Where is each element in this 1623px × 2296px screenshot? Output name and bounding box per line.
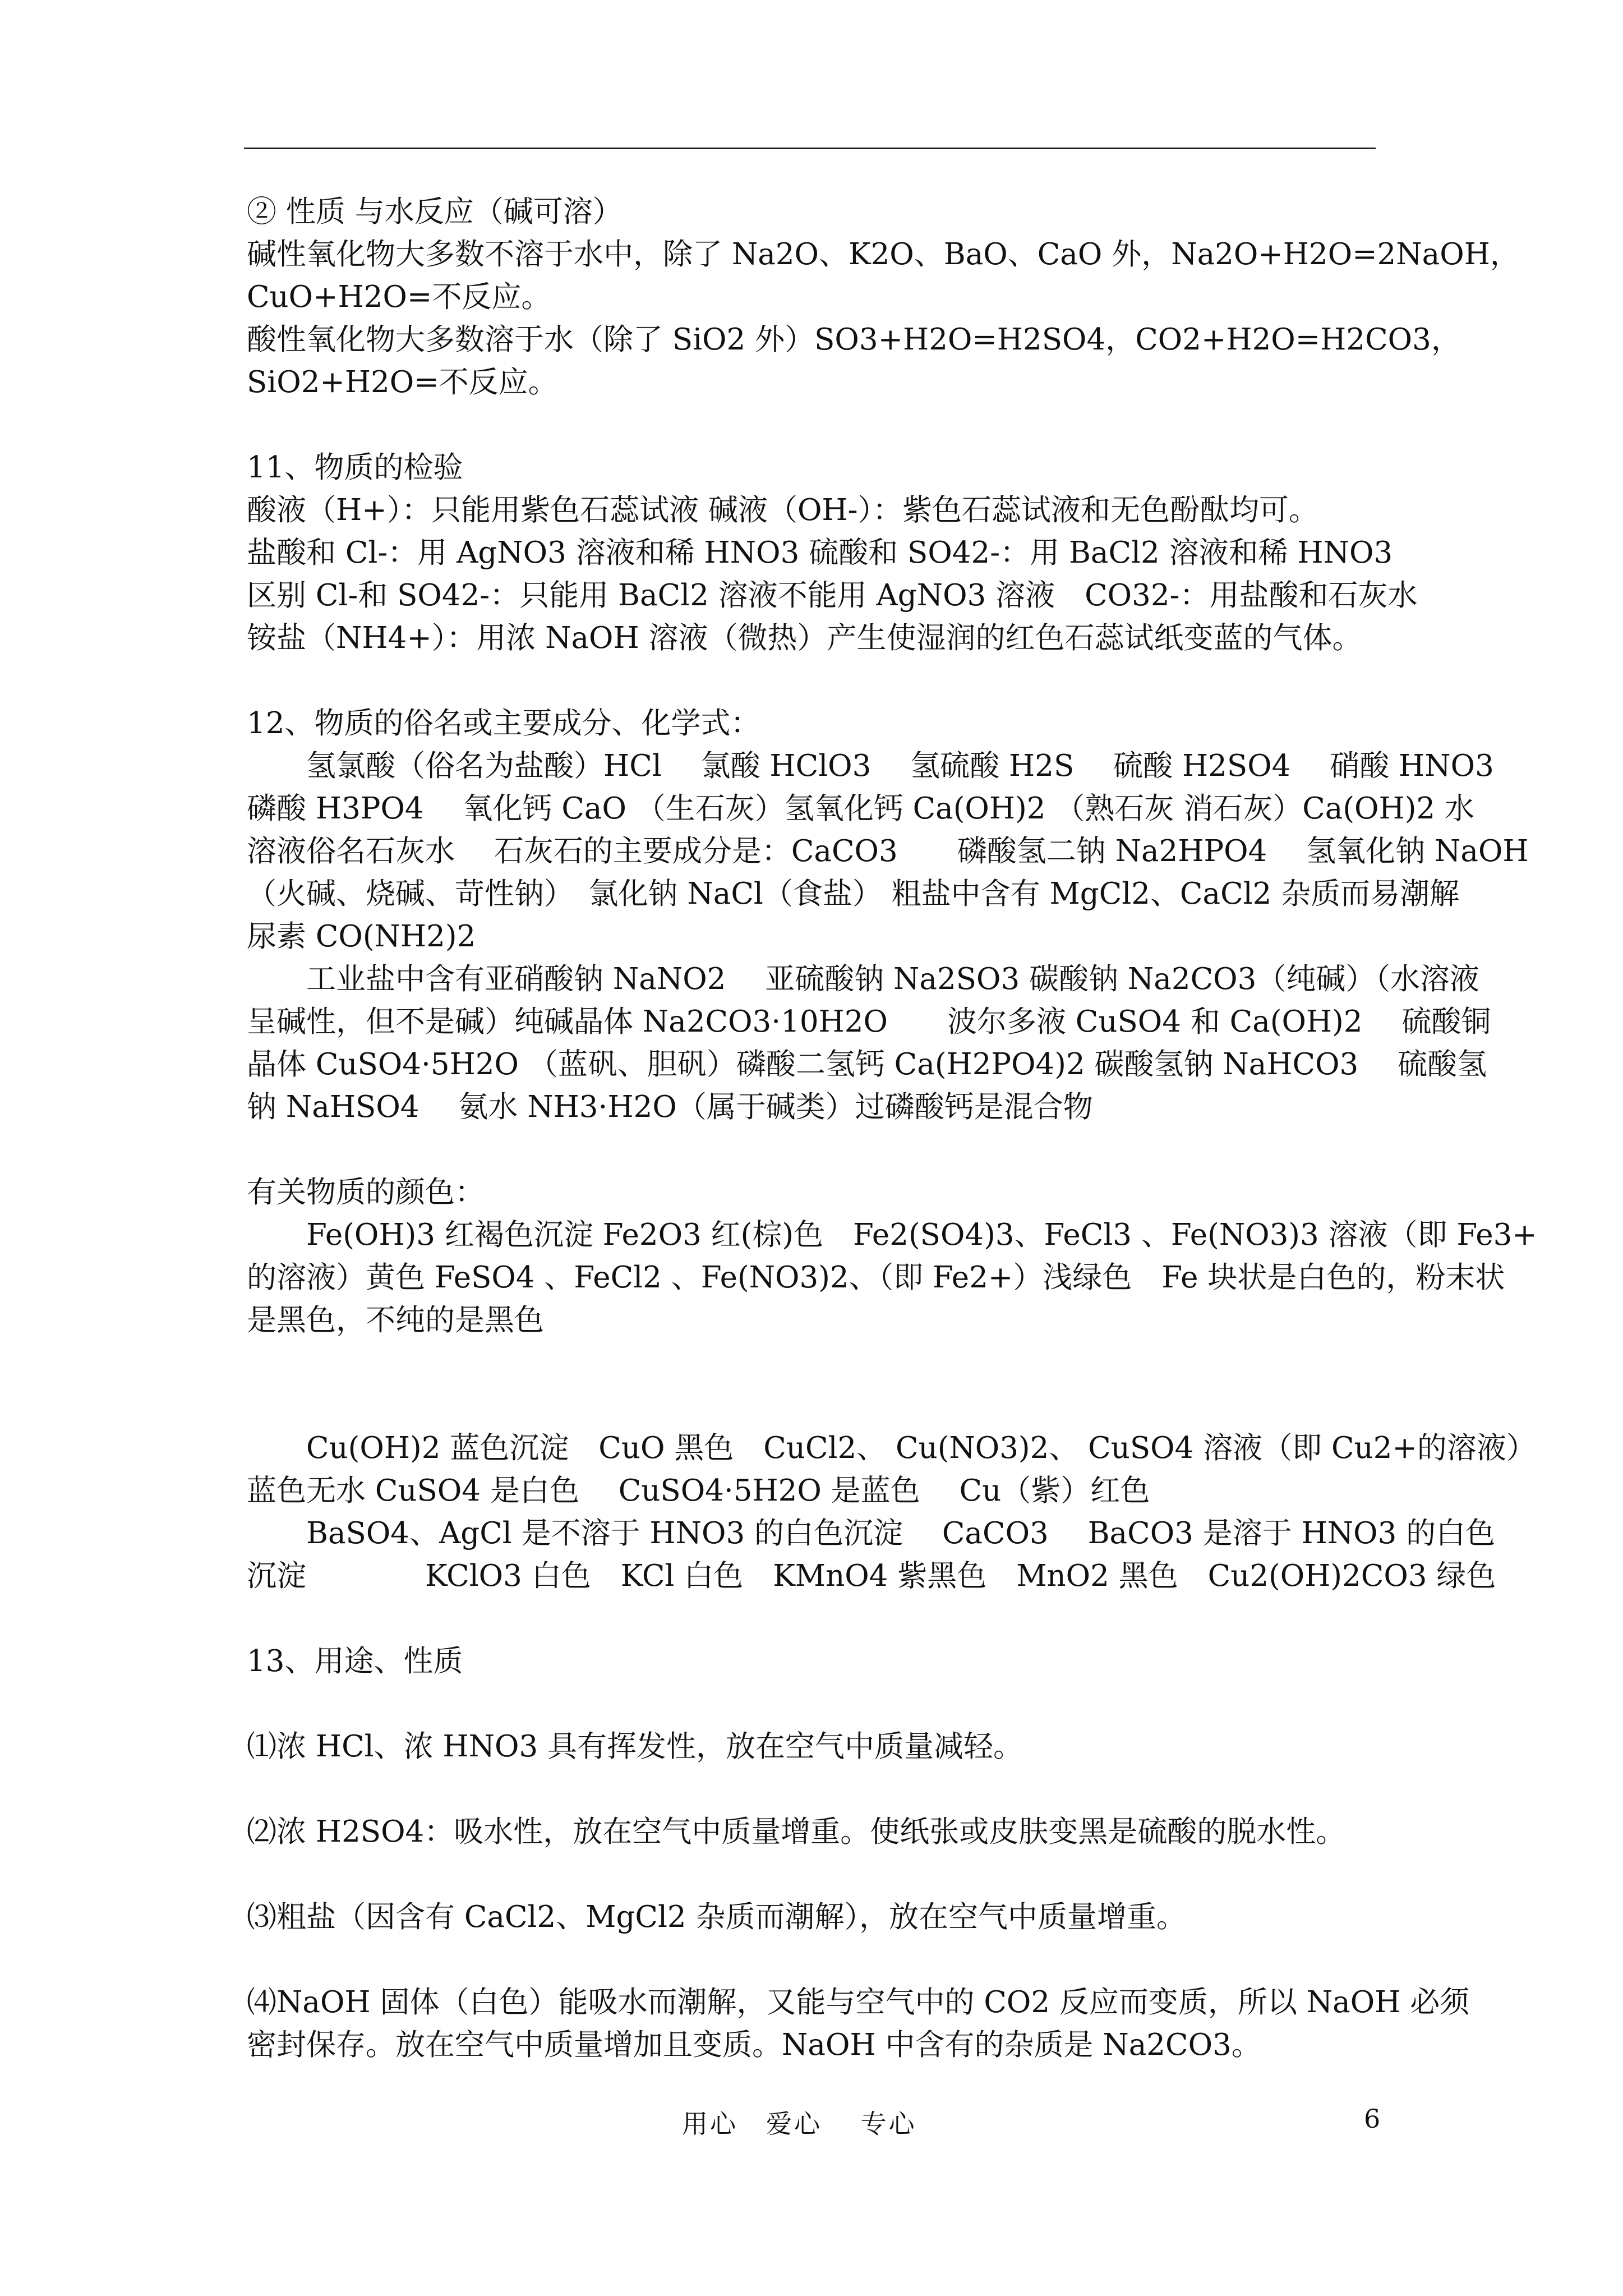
footer-motto: 用心 爱心 专心	[682, 2109, 917, 2139]
text-line: 沉淀 KClO3 白色 KCl 白色 KMnO4 紫黑色 MnO2 黑色 Cu2(OH)2CO3 绿色	[247, 1559, 1496, 1593]
text-line: 尿素 CO(NH2)2	[247, 919, 476, 954]
text-line: 密封保存。放在空气中质量增加且变质。NaOH 中含有的杂质是 Na2CO3。	[247, 2028, 1261, 2062]
paragraph-spacer	[247, 660, 1380, 702]
paragraph-spacer	[247, 1853, 1380, 1896]
text-line: ⑴浓 HCl、浓 HNO3 具有挥发性，放在空气中质量减轻。	[247, 1729, 1023, 1764]
text-line: 晶体 CuSO4·5H2O （蓝矾、胆矾）磷酸二氢钙 Ca(H2PO4)2 碳酸氢钠 NaHCO3 硫酸氢	[247, 1047, 1487, 1082]
paragraph-spacer	[247, 404, 1380, 447]
paragraph-spacer	[247, 1939, 1380, 1981]
text-line: 12、物质的俗名或主要成分、化学式：	[247, 706, 760, 740]
text-line: 蓝色无水 CuSO4 是白色 CuSO4·5H2O 是蓝色 Cu（紫）红色	[247, 1474, 1150, 1508]
text-line: 钠 NaHSO4 氨水 NH3·H2O（属于碱类）过磷酸钙是混合物	[247, 1090, 1093, 1124]
text-line: 是黑色，不纯的是黑色	[247, 1303, 544, 1337]
text-line: 的溶液）黄色 FeSO4 、FeCl2 、Fe(NO3)2、（即 Fe2+）浅绿色 Fe 块状是白色的，粉末状	[247, 1260, 1505, 1295]
text-line: 铵盐（NH4+）：用浓 NaOH 溶液（微热）产生使湿润的红色石蕊试纸变蓝的气体。	[247, 621, 1362, 655]
text-line: 区别 Cl-和 SO42-：只能用 BaCl2 溶液不能用 AgNO3 溶液 CO32-：用盐酸和石灰水	[247, 578, 1418, 613]
text-line: BaSO4、AgCl 是不溶于 HNO3 的白色沉淀 CaCO3 BaCO3 是溶于 HNO3 的白色	[306, 1516, 1496, 1550]
text-line: （火碱、烧碱、苛性钠） 氯化钠 NaCl（食盐） 粗盐中含有 MgCl2、CaCl2 杂质而易潮解	[247, 877, 1460, 911]
text-line: ⑵浓 H2SO4：吸水性，放在空气中质量增重。使纸张或皮肤变黑是硫酸的脱水性。	[247, 1815, 1346, 1849]
text-line: 盐酸和 Cl-：用 AgNO3 溶液和稀 HNO3 硫酸和 SO42-：用 BaCl2 溶液和稀 HNO3	[247, 536, 1393, 570]
text-line: 13、用途、性质	[247, 1644, 463, 1678]
paragraph-spacer	[247, 1683, 1380, 1726]
paragraph-spacer	[247, 1342, 1380, 1384]
page-footer	[0, 2104, 1623, 2148]
text-line: ② 性质 与水反应（碱可溶）	[247, 195, 623, 229]
paragraph-spacer	[247, 1129, 1380, 1171]
text-line: CuO+H2O=不反应。	[247, 280, 551, 314]
text-line: 溶液俗名石灰水 石灰石的主要成分是：CaCO3 磷酸氢二钠 Na2HPO4 氢氧化钠 NaOH	[247, 834, 1529, 868]
text-line: 氢氯酸（俗名为盐酸）HCl 氯酸 HClO3 氢硫酸 H2S 硫酸 H2SO4 硝酸 HNO3	[306, 749, 1494, 783]
text-line: ⑶粗盐（因含有 CaCl2、MgCl2 杂质而潮解），放在空气中质量增重。	[247, 1900, 1186, 1934]
paragraph-spacer	[247, 1384, 1380, 1427]
page-number: 6	[1364, 2104, 1381, 2134]
text-line: 酸液（H+）：只能用紫色石蕊试液 碱液（OH-）：紫色石蕊试液和无色酚酞均可。	[247, 493, 1319, 527]
paragraph-spacer	[247, 1768, 1380, 1811]
text-line: 呈碱性，但不是碱）纯碱晶体 Na2CO3·10H2O 波尔多液 CuSO4 和 Ca(OH)2 硫酸铜	[247, 1005, 1491, 1039]
text-line: 碱性氧化物大多数不溶于水中，除了 Na2O、K2O、BaO、CaO 外，Na2O+H2O=2NaOH，	[247, 237, 1520, 272]
text-line: 工业盐中含有亚硝酸钠 NaNO2 亚硫酸钠 Na2SO3 碳酸钠 Na2CO3（纯碱）（水溶液	[306, 962, 1479, 996]
document-body	[247, 191, 1537, 2067]
text-line: 11、物质的检验	[247, 450, 463, 485]
text-line: 磷酸 H3PO4 氧化钙 CaO （生石灰）氢氧化钙 Ca(OH)2 （熟石灰 消石灰）Ca(OH)2 水	[247, 792, 1474, 826]
text-line: Cu(OH)2 蓝色沉淀 CuO 黑色 CuCl2、 Cu(NO3)2、 CuSO4 溶液（即 Cu2+的溶液）	[306, 1431, 1536, 1465]
text-line: ⑷NaOH 固体（白色）能吸水而潮解，又能与空气中的 CO2 反应而变质，所以 NaOH 必须	[247, 1985, 1470, 2019]
paragraph-spacer	[247, 1598, 1380, 1640]
text-line: Fe(OH)3 红褐色沉淀 Fe2O3 红(棕)色 Fe2(SO4)3、FeCl3 、Fe(NO3)3 溶液（即 Fe3+	[306, 1218, 1537, 1252]
header-rule	[244, 148, 1376, 149]
text-line: 酸性氧化物大多数溶于水（除了 SiO2 外）SO3+H2O=H2SO4，CO2+H2O=H2CO3，	[247, 323, 1461, 357]
text-line: 有关物质的颜色：	[247, 1175, 485, 1209]
text-line: SiO2+H2O=不反应。	[247, 365, 558, 399]
